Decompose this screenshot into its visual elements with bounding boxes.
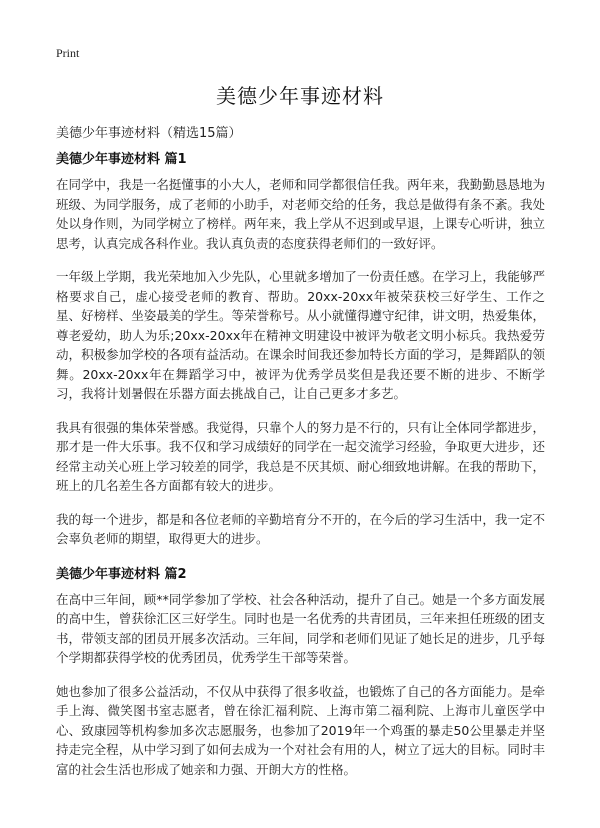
document-subtitle: 美德少年事迹材料（精选15篇） [56, 126, 242, 141]
paragraph: 一年级上学期，我光荣地加入少先队，心里就多增加了一份责任感。在学习上，我能够严格要求自己，虚心接受老师的教育、帮助。20xx-20xx年被荣获校三好学生、工作之星、好榜样、坐姿最美的学生。等荣誉称号。从小就懂得遵守纪律，讲文明，热爱集体，尊老爱幼，助人为乐;20xx-20xx年在精神文明建设中被评为敬老文明小标兵。我热爱劳动，积极参加学校的各项有益活动。在课余时间我还参加特长方面的学习，是舞蹈队的领舞。20xx-20xx年在舞蹈学习中，被评为优秀学员奖但是我还要不断的进步、不断学习，我将计划暑假在乐器方面去挑战自己，让自己更多才多艺。 [56, 269, 545, 401]
section-heading: 美德少年事迹材料 篇1 [56, 152, 187, 167]
paragraph: 在高中三年间，顾**同学参加了学校、社会各种活动，提升了自己。她是一个多方面发展的高中生，曾获徐汇区三好学生。同时也是一名优秀的共青团员，三年来担任班级的团支书，带领支部的团员开展多次活动。三年间，同学和老师们见证了她长足的进步，几乎每个学期都获得学校的优秀团员，优秀学生干部等荣誉。 [56, 591, 545, 665]
paragraph: 在同学中，我是一名挺懂事的小大人，老师和同学都很信任我。两年来，我勤勤恳恳地为班级、为同学服务，成了老师的小助手，对老师交给的任务，我总是做得有条不紊。我处处以身作则，为同学树立了榜样。两年来，我上学从不迟到或早退，上课专心听讲，独立思考，认真完成各科作业。我认真负责的态度获得老师们的一致好评。 [56, 177, 545, 251]
paragraph: 我的每一个进步，都是和各位老师的辛勤培育分不开的，在今后的学习生活中，我一定不会辜负老师的期望，取得更大的进步。 [56, 511, 545, 546]
print-link[interactable]: Print [56, 46, 80, 60]
section-heading: 美德少年事迹材料 篇2 [56, 566, 187, 582]
document-content [56, 148, 545, 793]
section-1 [56, 148, 545, 549]
paragraph: 我具有很强的集体荣誉感。我觉得，只靠个人的努力是不行的，只有让全体同学都进步，那才是一件大乐事。我不仅和学习成绩好的同学在一起交流学习经验，争取更大进步，还经常主动关心班上学习较差的同学，我总是不厌其烦、耐心细致地讲解。在我的帮助下，班上的几名差生各方面都有较大的进步。 [56, 419, 545, 493]
section-2 [56, 563, 545, 780]
paragraph: 她也参加了很多公益活动，不仅从中获得了很多收益，也锻炼了自己的各方面能力。是牵手上海、微笑图书室志愿者，曾在徐汇福利院、上海市第二福利院、上海市儿童医学中心、致康园等机构参加多次志愿服务，也参加了2019年一个鸡蛋的暴走50公里暴走并坚持走完全程，从中学习到了如何去成为一个对社会有用的人，树立了远大的目标。同时丰富的社会生活也形成了她亲和力强、开朗大方的性格。 [56, 683, 545, 777]
document-title: 美德少年事迹材料 [216, 84, 384, 108]
